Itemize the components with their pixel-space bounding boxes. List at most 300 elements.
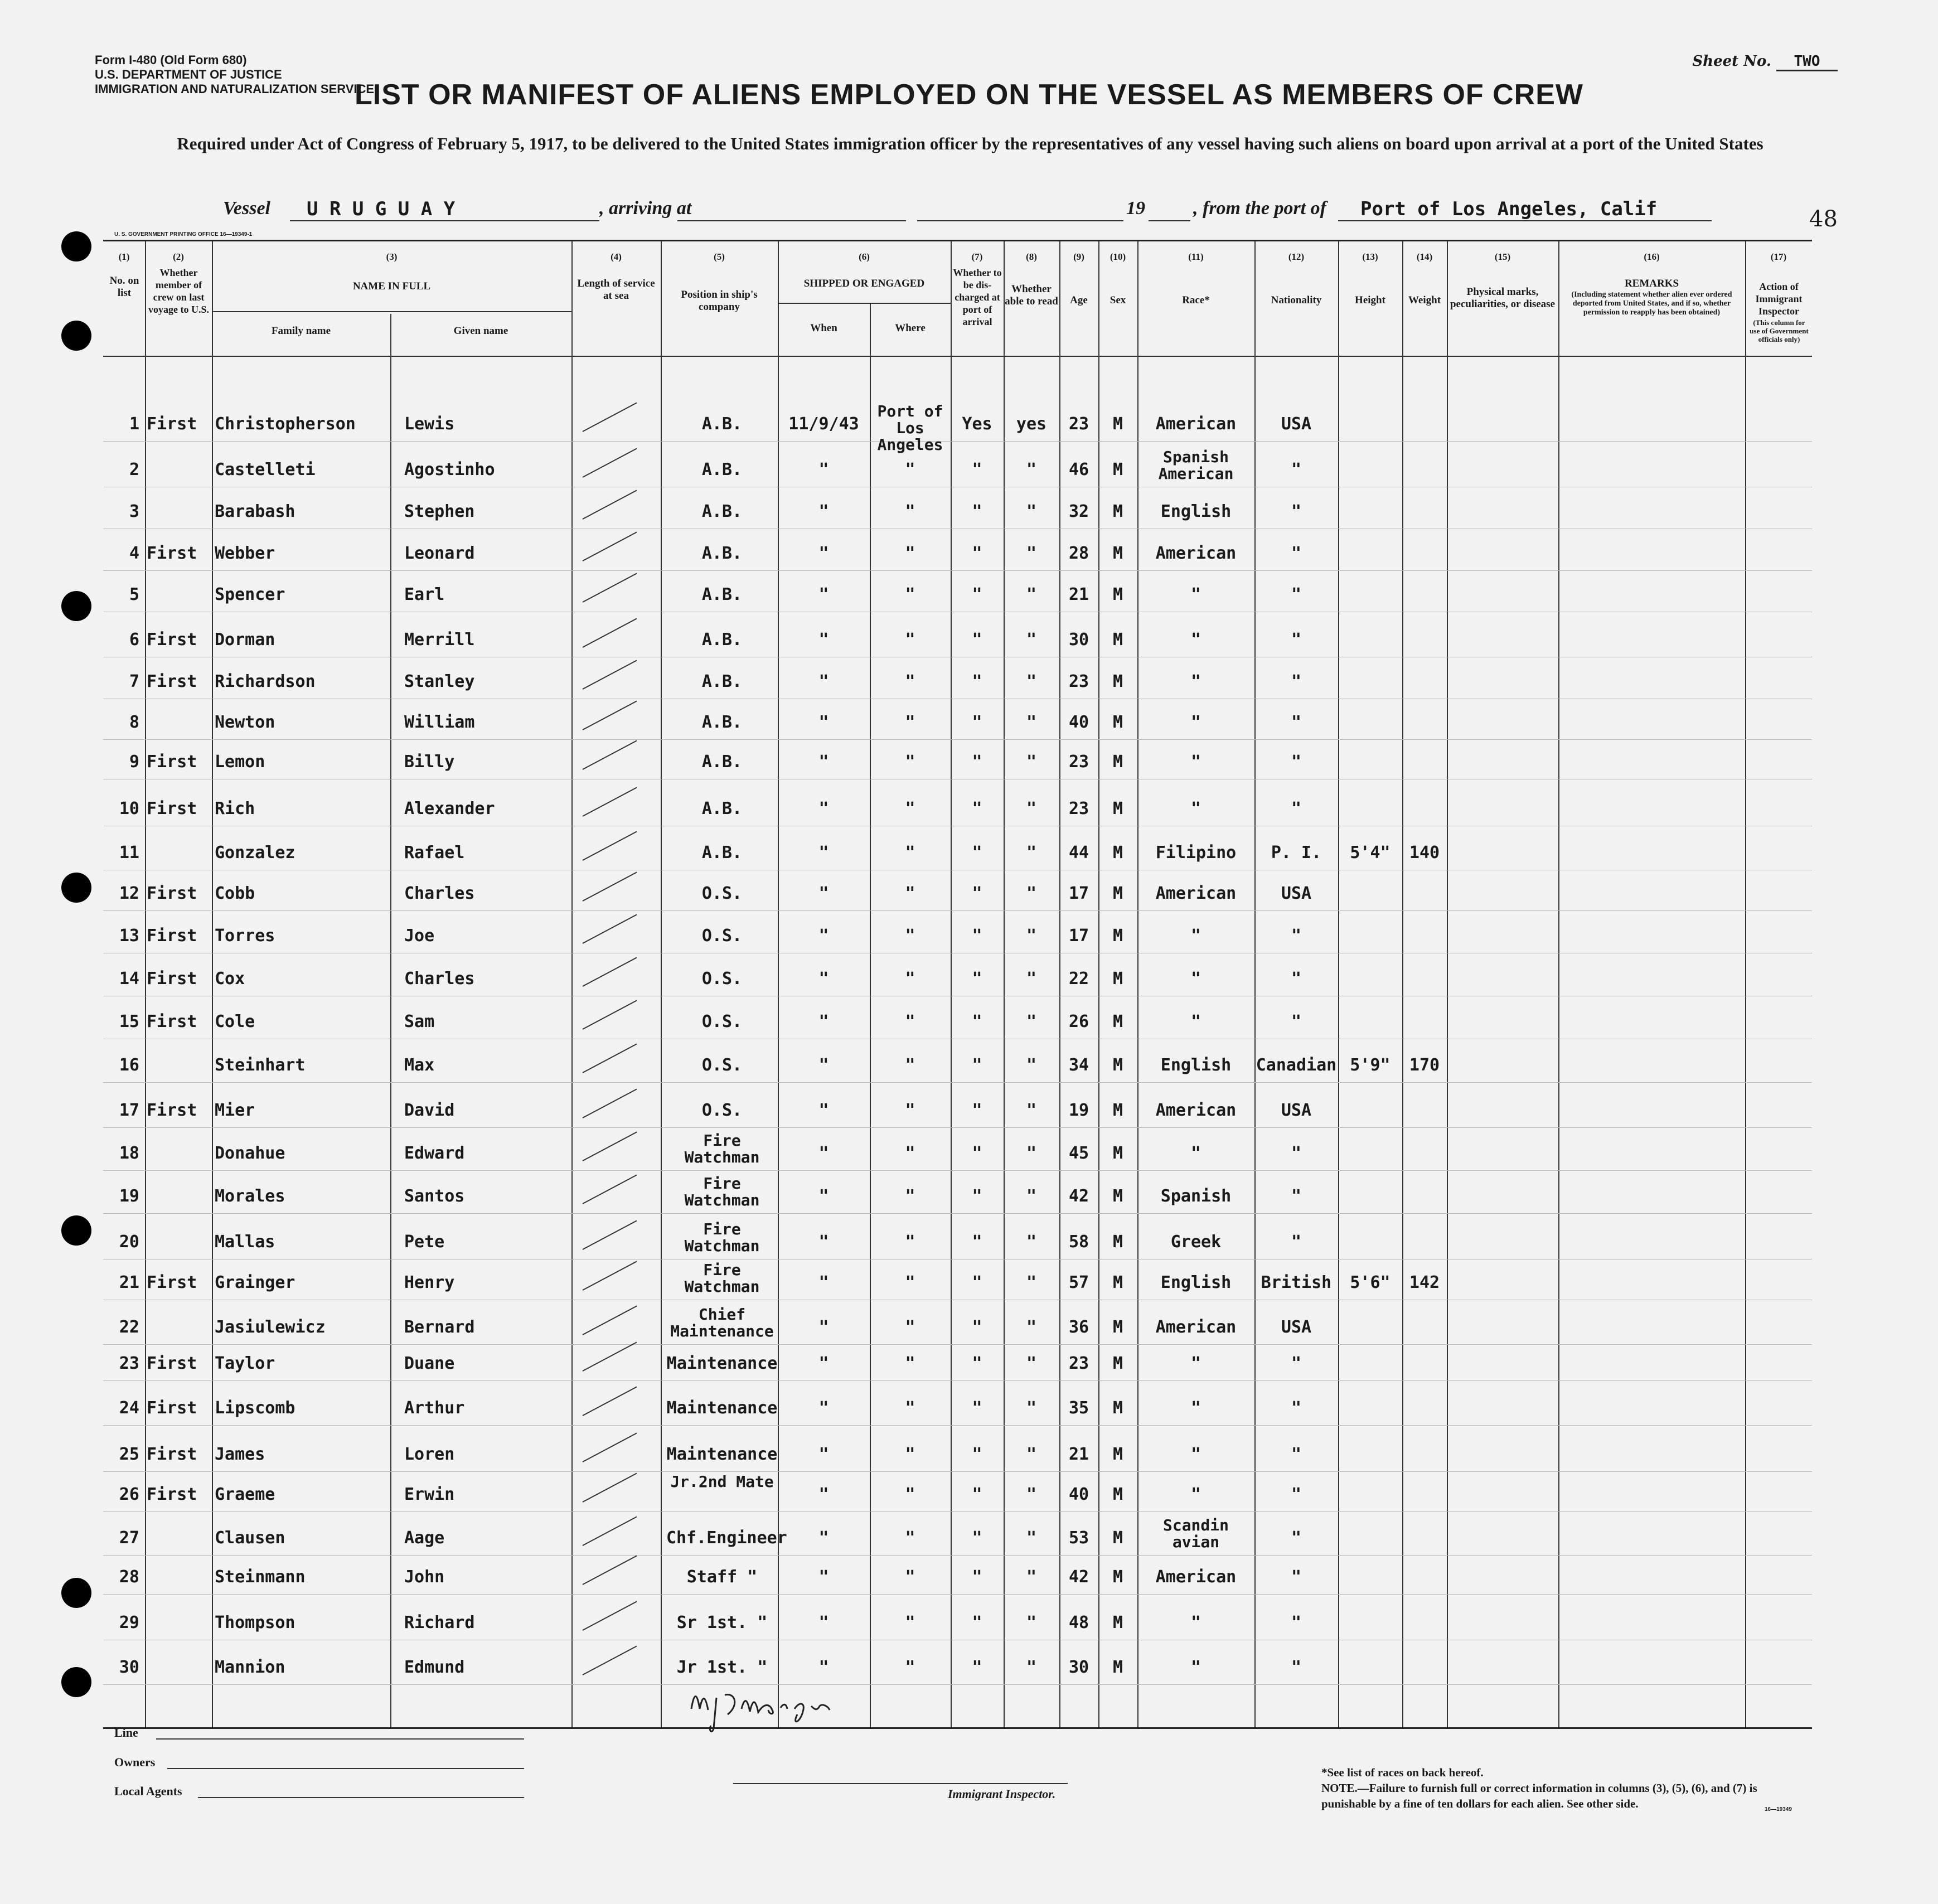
- cell-position: Fire Watchman: [684, 1220, 760, 1255]
- cell-given: Max: [404, 1055, 435, 1075]
- cell-position: O.S.: [701, 926, 743, 946]
- cell-sex: M: [1112, 752, 1123, 772]
- cell-position: Maintenance: [666, 1354, 778, 1373]
- cell-position: O.S.: [701, 969, 743, 989]
- cell-race: ": [1190, 1354, 1201, 1373]
- col-num-14: (14): [1416, 251, 1433, 262]
- cell-no: 19: [119, 1186, 139, 1206]
- cell-race: ": [1190, 713, 1201, 732]
- cell-race: American: [1155, 544, 1237, 563]
- page-subtitle: Required under Act of Congress of February 5, 1917, to be delivered to the United States immigration officer by the representatives of any vessel having such aliens on board upon arrival at a port of the United States: [177, 134, 1763, 153]
- cell-read: yes: [1016, 414, 1047, 434]
- cell-family: Webber: [215, 544, 275, 563]
- cell-given: William: [404, 713, 475, 732]
- cell-family: Dorman: [215, 630, 275, 650]
- cell-disch: ": [972, 1398, 982, 1418]
- header-no-on-list: No. on list: [109, 275, 139, 299]
- cell-where: ": [905, 672, 915, 691]
- cell-disch: ": [972, 1144, 982, 1163]
- col-num-15: (15): [1494, 251, 1511, 262]
- row-rule: [103, 1213, 1812, 1214]
- name-header-rule: [212, 311, 571, 312]
- cell-when: ": [818, 1613, 829, 1632]
- cell-disch: Yes: [962, 414, 992, 434]
- cell-sex: M: [1112, 630, 1123, 650]
- cell-nat: ": [1291, 460, 1302, 479]
- cell-race: Spanish American: [1158, 448, 1234, 483]
- cell-sex: M: [1112, 1485, 1123, 1504]
- cell-disch: ": [972, 752, 982, 772]
- cell-given: Sam: [404, 1012, 435, 1031]
- cell-sex: M: [1112, 672, 1123, 691]
- cell-race: ": [1190, 585, 1201, 604]
- col-num-5: (5): [714, 251, 725, 262]
- cell-read: ": [1026, 1232, 1037, 1252]
- form-number: Form I-480 (Old Form 680): [95, 53, 247, 67]
- cell-read: ": [1026, 1398, 1037, 1418]
- year-underline: [1149, 220, 1190, 221]
- cell-disch: ": [972, 1055, 982, 1075]
- shipped-header-rule: [778, 303, 951, 304]
- cell-no: 15: [119, 1012, 139, 1031]
- cell-sex: M: [1112, 1055, 1123, 1075]
- cell-sex: M: [1112, 1445, 1123, 1464]
- cell-disch: ": [972, 1613, 982, 1632]
- row-rule: [103, 739, 1812, 740]
- cell-when: ": [818, 713, 829, 732]
- check-mark-icon: [583, 1555, 637, 1585]
- header-shipped-or-engaged: SHIPPED OR ENGAGED: [803, 278, 925, 289]
- cell-family: Newton: [215, 713, 275, 732]
- cell-read: ": [1026, 926, 1037, 946]
- cell-read: ": [1026, 1317, 1037, 1337]
- cell-sex: M: [1112, 1398, 1123, 1418]
- cell-no: 11: [119, 843, 139, 863]
- local-agents-label: Local Agents: [114, 1784, 182, 1798]
- cell-read: ": [1026, 1055, 1037, 1075]
- cell-position: O.S.: [701, 1101, 743, 1120]
- cell-nat: ": [1291, 1445, 1302, 1464]
- cell-race: ": [1190, 1485, 1201, 1504]
- col-divider: [1338, 241, 1339, 1727]
- cell-no: 8: [129, 713, 139, 732]
- cell-member: First: [147, 1101, 197, 1120]
- cell-family: Steinmann: [215, 1567, 306, 1587]
- cell-family: Cole: [215, 1012, 255, 1031]
- cell-member: First: [147, 926, 197, 946]
- check-mark-icon: [583, 618, 637, 647]
- cell-sex: M: [1112, 460, 1123, 479]
- cell-sex: M: [1112, 1317, 1123, 1337]
- cell-age: 21: [1068, 1445, 1089, 1464]
- cell-age: 35: [1068, 1398, 1089, 1418]
- cell-family: Lemon: [215, 752, 265, 772]
- cell-family: James: [215, 1445, 265, 1464]
- cell-disch: ": [972, 1317, 982, 1337]
- cell-member: First: [147, 630, 197, 650]
- cell-where: ": [905, 460, 915, 479]
- cell-nat: USA: [1281, 1101, 1312, 1120]
- col-num-3: (3): [386, 251, 398, 262]
- cell-race: ": [1190, 1144, 1201, 1163]
- cell-read: ": [1026, 544, 1037, 563]
- cell-race: Scandin avian: [1162, 1516, 1229, 1551]
- cell-nat: USA: [1281, 414, 1312, 434]
- cell-given: Pete: [404, 1232, 445, 1252]
- cell-position: A.B.: [701, 843, 743, 863]
- cell-read: ": [1026, 1658, 1037, 1677]
- binder-hole: [61, 591, 91, 621]
- cell-read: ": [1026, 1528, 1037, 1548]
- cell-read: ": [1026, 630, 1037, 650]
- cell-age: 26: [1068, 1012, 1089, 1031]
- cell-when: ": [818, 884, 829, 903]
- cell-position: A.B.: [701, 752, 743, 772]
- row-rule: [103, 570, 1812, 571]
- cell-weight: 142: [1409, 1273, 1440, 1292]
- cell-nat: ": [1291, 969, 1302, 989]
- cell-disch: ": [972, 1354, 982, 1373]
- cell-where: ": [905, 585, 915, 604]
- cell-family: Barabash: [215, 502, 295, 521]
- cell-sex: M: [1112, 1613, 1123, 1632]
- cell-no: 30: [119, 1658, 139, 1677]
- cell-read: ": [1026, 1144, 1037, 1163]
- check-mark-icon: [583, 957, 637, 986]
- cell-read: ": [1026, 799, 1037, 818]
- row-rule: [103, 441, 1812, 442]
- cell-family: Grainger: [215, 1273, 295, 1292]
- cell-disch: ": [972, 1445, 982, 1464]
- cell-where: ": [905, 969, 915, 989]
- cell-where: ": [905, 799, 915, 818]
- cell-disch: ": [972, 502, 982, 521]
- inspector-underline: [733, 1783, 1068, 1784]
- cell-no: 24: [119, 1398, 139, 1418]
- cell-no: 12: [119, 884, 139, 903]
- cell-disch: ": [972, 1567, 982, 1587]
- cell-member: First: [147, 969, 197, 989]
- cell-age: 17: [1068, 884, 1089, 903]
- col-num-17: (17): [1770, 251, 1787, 262]
- cell-given: Leonard: [404, 544, 475, 563]
- cell-position: A.B.: [701, 672, 743, 691]
- department-name: U.S. DEPARTMENT OF JUSTICE: [95, 67, 282, 81]
- cell-race: Greek: [1170, 1232, 1222, 1252]
- cell-given: Charles: [404, 969, 475, 989]
- header-height: Height: [1355, 294, 1385, 306]
- cell-given: Merrill: [404, 630, 475, 650]
- cell-nat: ": [1291, 1658, 1302, 1677]
- cell-disch: ": [972, 1101, 982, 1120]
- cell-given: David: [404, 1101, 455, 1120]
- cell-disch: ": [972, 926, 982, 946]
- cell-sex: M: [1112, 969, 1123, 989]
- cell-sex: M: [1112, 713, 1123, 732]
- header-remarks: REMARKS: [1624, 278, 1679, 289]
- cell-position: O.S.: [701, 1055, 743, 1075]
- header-physical-marks: Physical marks, peculiarities, or disease: [1450, 286, 1556, 310]
- row-rule: [103, 1082, 1812, 1083]
- cell-where: ": [905, 1012, 915, 1031]
- cell-where: ": [905, 884, 915, 903]
- cell-nat: P. I.: [1271, 843, 1322, 863]
- cell-when: ": [818, 969, 829, 989]
- check-mark-icon: [583, 573, 637, 602]
- cell-age: 23: [1068, 799, 1089, 818]
- cell-given: Agostinho: [404, 460, 495, 479]
- col-divider: [1745, 241, 1746, 1727]
- header-race: Race*: [1182, 294, 1210, 306]
- cell-when: ": [818, 1528, 829, 1548]
- cell-sex: M: [1112, 1186, 1123, 1206]
- cell-race: Spanish: [1160, 1186, 1232, 1206]
- cell-family: Gonzalez: [215, 843, 295, 863]
- cell-position: A.B.: [701, 713, 743, 732]
- col-num-7: (7): [971, 251, 983, 262]
- arriving-date-underline: [917, 220, 1123, 221]
- cell-sex: M: [1112, 1567, 1123, 1587]
- cell-age: 48: [1068, 1613, 1089, 1632]
- cell-given: Edward: [404, 1144, 465, 1163]
- cell-nat: ": [1291, 630, 1302, 650]
- header-where: Where: [895, 322, 926, 334]
- col-num-8: (8): [1026, 251, 1037, 262]
- cell-where: ": [905, 1232, 915, 1252]
- cell-nat: ": [1291, 1144, 1302, 1163]
- col-divider: [661, 241, 662, 1727]
- cell-where: ": [905, 1055, 915, 1075]
- check-mark-icon: [583, 660, 637, 689]
- cell-disch: ": [972, 1658, 982, 1677]
- binder-hole: [61, 1578, 91, 1608]
- cell-age: 21: [1068, 585, 1089, 604]
- cell-no: 3: [129, 502, 139, 521]
- cell-sex: M: [1112, 414, 1123, 434]
- cell-member: First: [147, 752, 197, 772]
- cell-sex: M: [1112, 1101, 1123, 1120]
- page-number: 48: [1809, 206, 1838, 232]
- cell-age: 42: [1068, 1186, 1089, 1206]
- cell-nat: ": [1291, 926, 1302, 946]
- check-mark-icon: [583, 1472, 637, 1502]
- header-discharged: Whether to be dis-charged at port of arrival: [953, 267, 1002, 327]
- cell-race: American: [1155, 1567, 1237, 1587]
- footnote: [1321, 1765, 1767, 1811]
- cell-age: 40: [1068, 1485, 1089, 1504]
- cell-age: 30: [1068, 1658, 1089, 1677]
- cell-disch: ": [972, 1273, 982, 1292]
- cell-when: ": [818, 1567, 829, 1587]
- cell-position: O.S.: [701, 1012, 743, 1031]
- races-note: *See list of races on back hereof.: [1321, 1766, 1484, 1779]
- cell-nat: ": [1291, 1232, 1302, 1252]
- cell-where: Port of Los Angeles: [877, 402, 943, 454]
- cell-height: 5'9": [1350, 1055, 1390, 1075]
- cell-when: ": [818, 672, 829, 691]
- cell-given: John: [404, 1567, 445, 1587]
- cell-race: American: [1155, 414, 1237, 434]
- penalty-note: NOTE.—Failure to furnish full or correct information in columns (3), (5), (6), and (7) is punishable by a fine of ten dollars for each alien. See other side.: [1321, 1781, 1757, 1810]
- cell-nat: USA: [1281, 1317, 1312, 1337]
- line-underline: [156, 1738, 524, 1740]
- cell-read: ": [1026, 1273, 1037, 1292]
- row-rule: [103, 1127, 1812, 1128]
- cell-no: 2: [129, 460, 139, 479]
- row-rule: [103, 910, 1812, 911]
- binder-hole: [61, 1215, 91, 1246]
- check-mark-icon: [583, 1432, 637, 1462]
- cell-race: Filipino: [1155, 843, 1237, 863]
- cell-when: ": [818, 926, 829, 946]
- cell-sex: M: [1112, 1273, 1123, 1292]
- cell-given: Santos: [404, 1186, 465, 1206]
- header-sex: Sex: [1109, 294, 1126, 306]
- cell-race: English: [1160, 1273, 1232, 1292]
- cell-when: ": [818, 1445, 829, 1464]
- cell-family: Mannion: [215, 1658, 285, 1677]
- cell-no: 28: [119, 1567, 139, 1587]
- cell-no: 22: [119, 1317, 139, 1337]
- cell-given: Edmund: [404, 1658, 465, 1677]
- cell-given: Loren: [404, 1445, 455, 1464]
- cell-disch: ": [972, 1232, 982, 1252]
- cell-where: ": [905, 1101, 915, 1120]
- row-rule: [103, 1425, 1812, 1426]
- check-mark-icon: [583, 1043, 637, 1073]
- check-mark-icon: [583, 1174, 637, 1204]
- cell-when: ": [818, 1317, 829, 1337]
- cell-family: Mallas: [215, 1232, 275, 1252]
- cell-when: ": [818, 1485, 829, 1504]
- cell-when: ": [818, 1273, 829, 1292]
- cell-race: ": [1190, 1398, 1201, 1418]
- header-given-name: Given name: [453, 325, 508, 337]
- check-mark-icon: [583, 1305, 637, 1335]
- row-rule: [103, 1684, 1812, 1685]
- printer-imprint: U. S. GOVERNMENT PRINTING OFFICE 16—19349-1: [114, 231, 253, 238]
- check-mark-icon: [583, 1220, 637, 1249]
- cell-read: ": [1026, 672, 1037, 691]
- cell-no: 9: [129, 752, 139, 772]
- header-when: When: [810, 322, 837, 334]
- cell-read: ": [1026, 1101, 1037, 1120]
- cell-race: English: [1160, 1055, 1232, 1075]
- cell-age: 30: [1068, 630, 1089, 650]
- cell-where: ": [905, 1613, 915, 1632]
- cell-when: ": [818, 1354, 829, 1373]
- cell-member: First: [147, 1012, 197, 1031]
- cell-family: Cobb: [215, 884, 255, 903]
- cell-sex: M: [1112, 1012, 1123, 1031]
- cell-race: ": [1190, 752, 1201, 772]
- cell-when: ": [818, 799, 829, 818]
- cell-family: Jasiulewicz: [215, 1317, 326, 1337]
- cell-read: ": [1026, 585, 1037, 604]
- cell-race: ": [1190, 672, 1201, 691]
- cell-member: First: [147, 884, 197, 903]
- cell-where: ": [905, 1273, 915, 1292]
- cell-when: ": [818, 843, 829, 863]
- check-mark-icon: [583, 787, 637, 816]
- cell-age: 32: [1068, 502, 1089, 521]
- cell-when: ": [818, 460, 829, 479]
- cell-where: ": [905, 630, 915, 650]
- cell-position: Sr 1st. ": [676, 1613, 768, 1632]
- cell-read: ": [1026, 1567, 1037, 1587]
- sheet-number: [1692, 53, 1838, 71]
- cell-when: ": [818, 585, 829, 604]
- check-mark-icon: [583, 700, 637, 730]
- col-num-16: (16): [1644, 251, 1660, 262]
- cell-where: ": [905, 1567, 915, 1587]
- cell-sex: M: [1112, 926, 1123, 946]
- cell-read: ": [1026, 1186, 1037, 1206]
- cell-when: ": [818, 502, 829, 521]
- arriving-underline: [677, 220, 906, 221]
- cell-when: ": [818, 1055, 829, 1075]
- col-num-11: (11): [1188, 251, 1204, 262]
- cell-given: Richard: [404, 1613, 475, 1632]
- cell-race: ": [1190, 630, 1201, 650]
- cell-disch: ": [972, 884, 982, 903]
- header-length-of-service: Length of service at sea: [577, 278, 655, 302]
- cell-no: 27: [119, 1528, 139, 1548]
- cell-position: Fire Watchman: [684, 1131, 760, 1166]
- cell-sex: M: [1112, 502, 1123, 521]
- arriving-label: , arriving at: [599, 198, 692, 219]
- cell-age: 44: [1068, 843, 1089, 863]
- year-label: 19: [1126, 198, 1145, 219]
- cell-nat: ": [1291, 1613, 1302, 1632]
- cell-given: Bernard: [404, 1317, 475, 1337]
- cell-family: Taylor: [215, 1354, 275, 1373]
- cell-read: ": [1026, 502, 1037, 521]
- cell-where: ": [905, 1317, 915, 1337]
- col-divider: [1558, 241, 1559, 1727]
- cell-age: 42: [1068, 1567, 1089, 1587]
- cell-read: ": [1026, 713, 1037, 732]
- cell-no: 26: [119, 1485, 139, 1504]
- cell-race: ": [1190, 1613, 1201, 1632]
- cell-no: 4: [129, 544, 139, 563]
- cell-age: 23: [1068, 414, 1089, 434]
- header-inspector-action: Action of Immigrant Inspector: [1755, 281, 1803, 317]
- cell-when: ": [818, 1398, 829, 1418]
- cell-position: Fire Watchman: [684, 1261, 760, 1296]
- agents-underline: [198, 1797, 524, 1798]
- col-num-4: (4): [611, 251, 622, 262]
- cell-position: A.B.: [701, 630, 743, 650]
- col-num-1: (1): [118, 251, 130, 262]
- col-num-9: (9): [1073, 251, 1084, 262]
- owners-label: Owners: [114, 1755, 156, 1769]
- cell-disch: ": [972, 460, 982, 479]
- cell-given: Billy: [404, 752, 455, 772]
- cell-where: ": [905, 1658, 915, 1677]
- cell-no: 5: [129, 585, 139, 604]
- cell-member: First: [147, 1485, 197, 1504]
- cell-where: ": [905, 1485, 915, 1504]
- cell-given: Lewis: [404, 414, 455, 434]
- col-num-2: (2): [173, 251, 184, 262]
- cell-where: ": [905, 502, 915, 521]
- cell-family: Thompson: [215, 1613, 295, 1632]
- cell-where: ": [905, 713, 915, 732]
- form-code: 16—19349: [1765, 1806, 1792, 1813]
- cell-disch: ": [972, 843, 982, 863]
- cell-read: ": [1026, 843, 1037, 863]
